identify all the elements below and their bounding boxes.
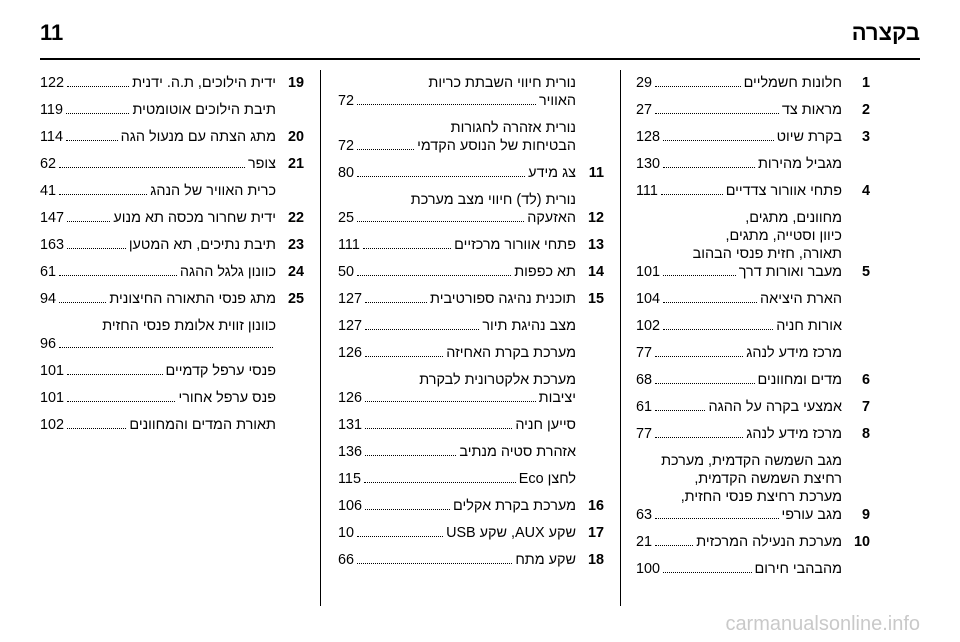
page-reference: 104 — [636, 291, 661, 307]
entry-text-line: כוונון זווית אלומת פנסי החזית — [102, 318, 276, 334]
entry-number: 1 — [861, 75, 870, 91]
dot-leader — [59, 194, 147, 195]
index-entry — [636, 290, 870, 308]
index-column-middle — [338, 74, 604, 578]
page-reference: 102 — [636, 318, 661, 334]
page-reference: 68 — [636, 372, 653, 388]
dot-leader — [59, 167, 245, 168]
dot-leader — [663, 302, 757, 303]
entry-text-line: תאורה, חזית פנסי הבהוב — [692, 246, 842, 262]
dot-leader — [663, 572, 752, 573]
page-reference: 119 — [40, 102, 63, 118]
dot-leader — [663, 275, 736, 276]
index-entry — [40, 155, 304, 173]
entry-label: שקע AUX, שקע USB — [446, 525, 576, 541]
index-entry — [338, 119, 604, 155]
dot-leader — [66, 113, 130, 114]
page-reference: 122 — [40, 75, 65, 91]
entry-label: הארת היציאה — [760, 291, 842, 307]
page-reference: 29 — [636, 75, 653, 91]
entry-label: כרית האוויר של הנהג — [150, 183, 276, 199]
entry-label: מצב נהיגת תיור — [482, 318, 576, 334]
entry-label: מתג הצתה עם מנעול הגה — [120, 129, 276, 145]
index-entry — [636, 425, 870, 443]
entry-text-line: מערכת רחיצת פנסי החזית, — [680, 489, 842, 505]
index-entry — [40, 362, 304, 380]
dot-leader — [357, 221, 524, 222]
dot-leader — [357, 104, 536, 105]
index-entry — [636, 560, 870, 578]
dot-leader — [357, 275, 511, 276]
entry-number: 7 — [861, 399, 870, 415]
index-entry — [338, 74, 604, 110]
index-entry — [338, 344, 604, 362]
dot-leader — [365, 455, 456, 456]
dot-leader — [357, 536, 443, 537]
entry-text-line: נורית אזהרה לחגורות — [450, 120, 576, 136]
index-entry — [636, 371, 870, 389]
index-entry — [338, 524, 604, 542]
page-reference: 94 — [40, 291, 57, 307]
entry-number: 9 — [861, 507, 870, 523]
index-entry — [338, 164, 604, 182]
entry-number: 5 — [861, 264, 870, 280]
dot-leader — [357, 563, 512, 564]
entry-number: 6 — [861, 372, 870, 388]
index-entry — [338, 263, 604, 281]
page-reference: 77 — [636, 426, 653, 442]
index-entry — [338, 443, 604, 461]
index-entry — [636, 398, 870, 416]
page-reference: 111 — [338, 237, 360, 253]
entry-label: תיבת הילוכים אוטומטית — [132, 102, 276, 118]
page-reference: 106 — [338, 498, 363, 514]
page-reference: 61 — [636, 399, 653, 415]
header-rule — [40, 58, 920, 60]
index-entry — [636, 155, 870, 173]
entry-label: מגב עורפי — [781, 507, 842, 523]
dot-leader — [655, 113, 779, 114]
entry-label: סייען חניה — [515, 417, 576, 433]
page-reference: 62 — [40, 156, 57, 172]
page-reference: 101 — [636, 264, 661, 280]
page-reference: 136 — [338, 444, 363, 460]
entry-label: צג מידע — [528, 165, 576, 181]
entry-number: 8 — [861, 426, 870, 442]
entry-label: אורות חניה — [776, 318, 842, 334]
index-entry — [338, 191, 604, 227]
dot-leader — [357, 149, 414, 150]
entry-number: 13 — [587, 237, 604, 253]
index-entry — [636, 101, 870, 119]
page-reference: 102 — [40, 417, 65, 433]
entry-label: תיבת נתיכים, תא המטען — [128, 237, 276, 253]
entry-label: צופר — [247, 156, 276, 172]
dot-leader — [67, 248, 126, 249]
index-entry — [40, 101, 304, 119]
dot-leader — [67, 221, 110, 222]
page-reference: 130 — [636, 156, 661, 172]
entry-number: 25 — [287, 291, 304, 307]
page-reference: 41 — [40, 183, 57, 199]
dot-leader — [363, 248, 451, 249]
index-column-right — [636, 74, 870, 587]
page-reference: 127 — [338, 291, 363, 307]
index-entry — [636, 128, 870, 146]
index-entry — [636, 182, 870, 200]
page-reference: 61 — [40, 264, 57, 280]
entry-number: 17 — [587, 525, 604, 541]
dot-leader — [655, 410, 705, 411]
page-reference: 126 — [338, 345, 363, 361]
entry-label: פנסי ערפל קדמיים — [165, 363, 276, 379]
index-entry — [636, 74, 870, 92]
index-entry — [40, 263, 304, 281]
page-reference: 111 — [636, 183, 658, 199]
page-reference: 27 — [636, 102, 653, 118]
entry-label: פתחי אוורור צדדיים — [725, 183, 842, 199]
dot-leader — [663, 167, 755, 168]
entry-label: אזהרת סטיה מנתיב — [459, 444, 576, 460]
entry-number: 22 — [287, 210, 304, 226]
entry-label: חלונות חשמליים — [743, 75, 842, 91]
dot-leader — [365, 302, 427, 303]
page-reference: 115 — [338, 471, 361, 487]
page-reference: 66 — [338, 552, 355, 568]
dot-leader — [365, 401, 536, 402]
page-reference: 80 — [338, 165, 355, 181]
index-entry — [40, 74, 304, 92]
index-entry — [40, 290, 304, 308]
page-reference: 72 — [338, 93, 355, 109]
index-entry — [40, 317, 304, 353]
watermark: carmanualsonline.info — [725, 613, 920, 635]
page-reference: 77 — [636, 345, 653, 361]
index-entry — [338, 416, 604, 434]
dot-leader — [67, 401, 175, 402]
dot-leader — [365, 356, 443, 357]
dot-leader — [365, 509, 450, 510]
dot-leader — [655, 518, 779, 519]
index-entry — [40, 128, 304, 146]
page-reference: 128 — [636, 129, 661, 145]
entry-label: ידית הילוכים, ת.ה. ידנית — [132, 75, 276, 91]
entry-label: אמצעי בקרה על ההגה — [708, 399, 842, 415]
dot-leader — [661, 194, 723, 195]
dot-leader — [357, 176, 525, 177]
page-reference: 100 — [636, 561, 661, 577]
entry-label: מהבהבי חירום — [754, 561, 842, 577]
entry-number: 19 — [287, 75, 304, 91]
entry-label: תוכנית נהיגה ספורטיבית — [430, 291, 576, 307]
page-number: 11 — [40, 20, 64, 45]
entry-label: מגביל מהירות — [757, 156, 842, 172]
index-entry — [40, 416, 304, 434]
entry-label: תאורת המדים והמחוונים — [129, 417, 276, 433]
page-reference: 101 — [40, 390, 65, 406]
dot-leader — [663, 140, 774, 141]
entry-number: 15 — [587, 291, 604, 307]
entry-label: תא כפפות — [514, 264, 576, 280]
entry-label: פתחי אוורור מרכזיים — [454, 237, 576, 253]
page-reference: 147 — [40, 210, 65, 226]
page-header — [40, 12, 920, 52]
index-entry — [636, 317, 870, 335]
index-entry — [338, 470, 604, 488]
section-title: בקצרה — [851, 20, 920, 45]
dot-leader — [655, 383, 755, 384]
page-reference: 101 — [40, 363, 65, 379]
index-entry — [338, 236, 604, 254]
dot-leader — [59, 275, 177, 276]
entry-label: יציבות — [538, 390, 576, 406]
entry-label: מערכת בקרת האחיזה — [446, 345, 576, 361]
entry-label: כוונון גלגל ההגה — [179, 264, 276, 280]
index-entry — [338, 551, 604, 569]
entry-text-line: מערכת אלקטרונית לבקרת — [419, 372, 576, 388]
entry-text-line: נורית (לד) חיווי מצב מערכת — [410, 192, 576, 208]
entry-text-line: מחוונים, מתגים, — [745, 210, 842, 226]
entry-label: בקרת שיוט — [776, 129, 842, 145]
page-reference: 114 — [40, 129, 63, 145]
page-reference: 25 — [338, 210, 355, 226]
dot-leader — [67, 86, 129, 87]
entry-text-line: נורית חיווי השבתת כריות — [428, 75, 576, 91]
column-divider — [620, 70, 621, 606]
entry-label: פנס ערפל אחורי — [178, 390, 276, 406]
index-entry — [338, 497, 604, 515]
page-reference: 163 — [40, 237, 65, 253]
entry-label: לחצן Eco — [518, 471, 576, 487]
page-reference: 126 — [338, 390, 363, 406]
page-reference: 131 — [338, 417, 363, 433]
dot-leader — [655, 437, 743, 438]
entry-number: 12 — [587, 210, 604, 226]
entry-label: מרכז מידע לנהג — [746, 345, 842, 361]
entry-text-line: כיוון וסטייה, מתגים, — [725, 228, 842, 244]
page-reference: 127 — [338, 318, 363, 334]
dot-leader — [365, 428, 512, 429]
page-reference: 50 — [338, 264, 355, 280]
entry-number: 24 — [287, 264, 304, 280]
entry-number: 20 — [287, 129, 304, 145]
dot-leader — [59, 347, 273, 348]
entry-number: 4 — [861, 183, 870, 199]
page-reference: 63 — [636, 507, 653, 523]
entry-label: מראות צד — [781, 102, 842, 118]
dot-leader — [67, 374, 163, 375]
index-entry — [636, 452, 870, 524]
dot-leader — [663, 329, 773, 330]
dot-leader — [655, 356, 743, 357]
index-entry — [338, 371, 604, 407]
entry-number: 3 — [861, 129, 870, 145]
entry-label: הבטיחות של הנוסע הקדמי — [417, 138, 576, 154]
index-entry — [636, 344, 870, 362]
entry-label: מערכת בקרת אקלים — [453, 498, 576, 514]
entry-label: האוויר — [538, 93, 576, 109]
entry-number: 2 — [861, 102, 870, 118]
entry-number: 23 — [287, 237, 304, 253]
entry-number: 14 — [587, 264, 604, 280]
dot-leader — [59, 302, 106, 303]
entry-text-line: רחיצת השמשה הקדמית, — [694, 471, 842, 487]
dot-leader — [655, 86, 741, 87]
entry-label: מדים ומחוונים — [757, 372, 842, 388]
index-entry — [636, 533, 870, 551]
index-entry — [338, 317, 604, 335]
entry-label: שקע מתח — [515, 552, 576, 568]
index-entry — [40, 389, 304, 407]
dot-leader — [365, 329, 479, 330]
dot-leader — [655, 545, 693, 546]
page-reference: 72 — [338, 138, 355, 154]
index-entry — [40, 182, 304, 200]
entry-number: 21 — [287, 156, 304, 172]
entry-text-line: מגב השמשה הקדמית, מערכת — [661, 453, 842, 469]
entry-label: מתג פנסי התאורה החיצונית — [109, 291, 276, 307]
page-reference: 21 — [636, 534, 653, 550]
index-entry — [40, 209, 304, 227]
entry-label: ידית שחרור מכסה תא מנוע — [113, 210, 276, 226]
entry-number: 16 — [587, 498, 604, 514]
entry-label: מעבר ואורות דרך — [738, 264, 842, 280]
dot-leader — [364, 482, 516, 483]
page-reference: 96 — [40, 336, 57, 352]
entry-number: 11 — [588, 165, 604, 181]
column-divider — [320, 70, 321, 606]
index-entry — [338, 290, 604, 308]
entry-label: מערכת הנעילה המרכזית — [696, 534, 842, 550]
index-column-left — [40, 74, 304, 443]
index-entry — [40, 236, 304, 254]
entry-number: 10 — [853, 534, 870, 550]
entry-label: האזעקה — [527, 210, 576, 226]
dot-leader — [66, 140, 118, 141]
page-reference: 10 — [338, 525, 355, 541]
entry-label: מרכז מידע לנהג — [746, 426, 842, 442]
dot-leader — [67, 428, 126, 429]
index-entry — [636, 209, 870, 281]
entry-number: 18 — [587, 552, 604, 568]
